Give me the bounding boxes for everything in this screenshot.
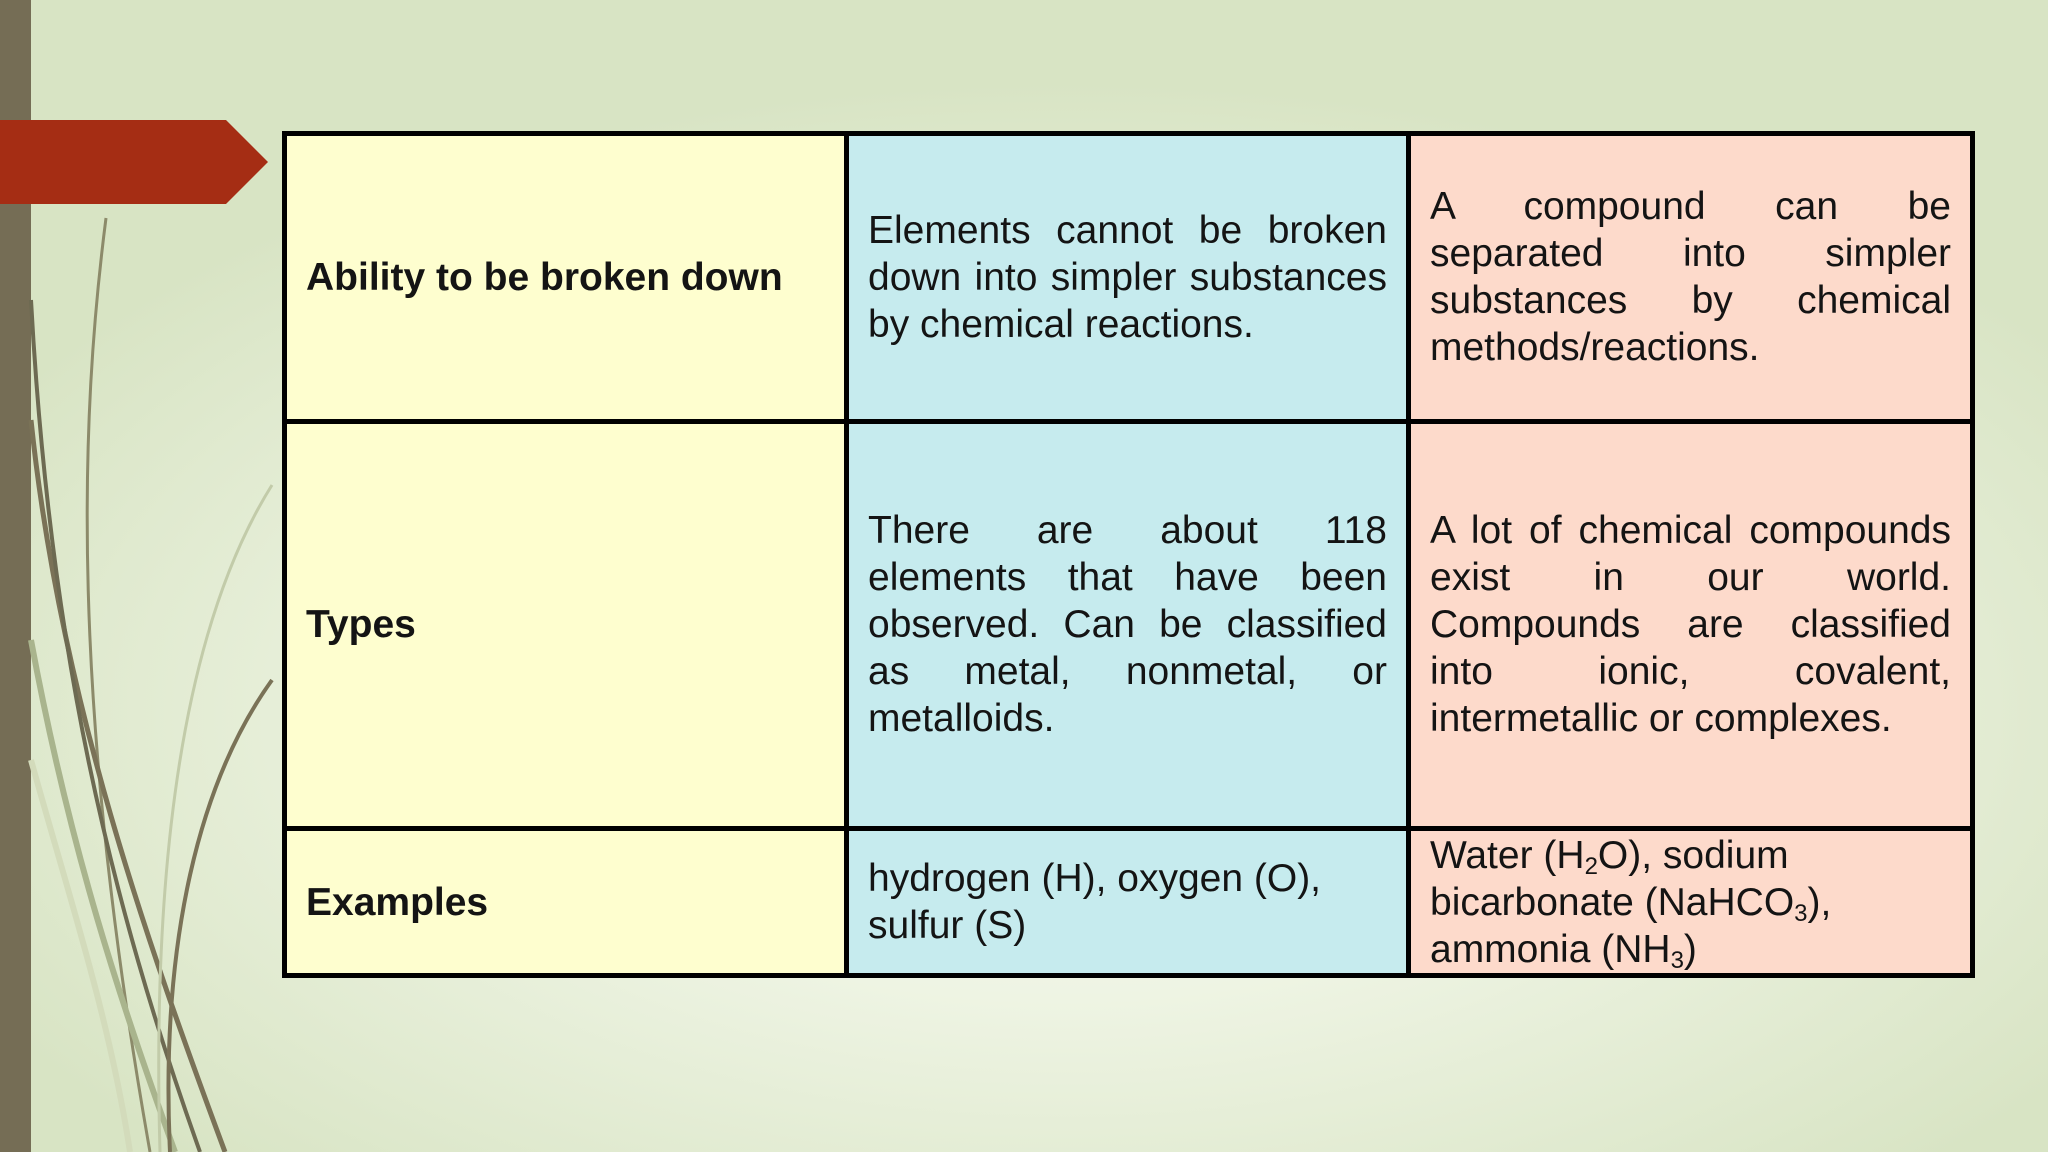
elements-examples-cell: hydrogen (H), oxygen (O), sulfur (S) [847, 829, 1409, 976]
elements-types-cell: There are about 118 elements that have been observed. Can be classified as metal, nonmetal, or metalloids. [847, 421, 1409, 828]
example-water: Water $(H_2O)$, sodium [1430, 833, 1789, 880]
table-row-examples [285, 829, 1973, 976]
compounds-types-cell: A lot of chemical compounds exist in our world. Compounds are classified into ionic, covalent, intermetallic or complexes. [1409, 421, 1973, 828]
table-row-ability [285, 134, 1973, 422]
elements-ability-cell: Elements cannot be broken down into simpler substances by chemical reactions. [847, 134, 1409, 422]
compounds-examples-cell [1409, 829, 1973, 976]
red-arrow-banner [0, 120, 268, 204]
table-row-types [285, 421, 1973, 828]
elements-vs-compounds-table [282, 131, 1975, 978]
comparison-table-container [282, 131, 1970, 978]
row-label-examples: Examples [285, 829, 847, 976]
example-ammonia: ammonia $(NH_3)$ [1430, 927, 1697, 974]
example-sodium-bicarbonate: bicarbonate (NaHCO$_3$), [1430, 880, 1832, 927]
row-label-types: Types [285, 421, 847, 828]
row-label-ability: Ability to be broken down [285, 134, 847, 422]
compounds-ability-cell: A compound can be separated into simpler substances by chemical methods/reactions. [1409, 134, 1973, 422]
